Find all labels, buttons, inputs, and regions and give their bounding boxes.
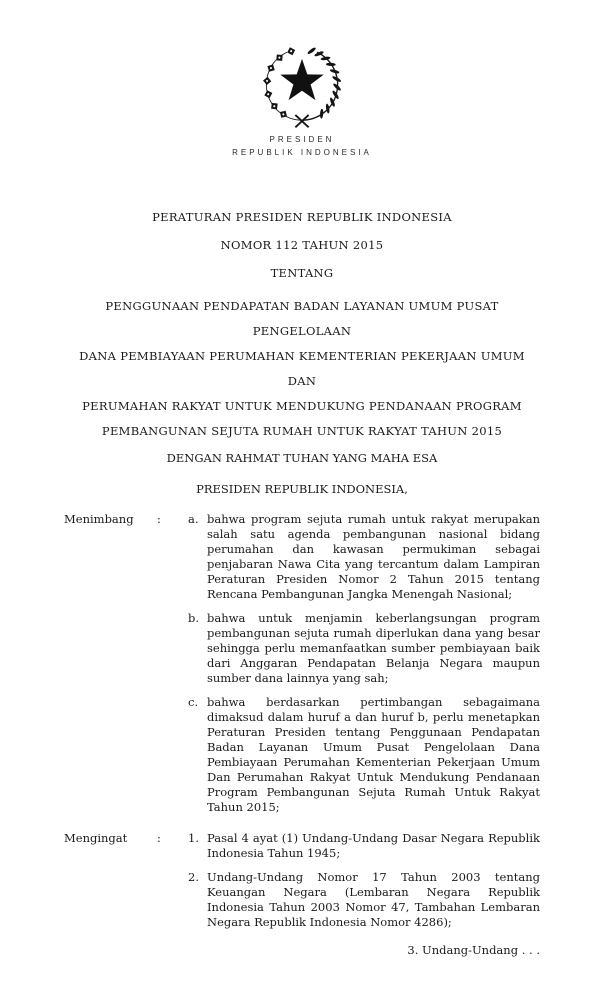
subject-block [64,294,540,444]
title-line-regulation: PERATURAN PRESIDEN REPUBLIK INDONESIA [152,210,452,224]
menimbang-items [188,512,540,815]
subject-line: PENGGUNAAN PENDAPATAN BADAN LAYANAN UMUM PUSAT PENGELOLAAN [105,299,499,338]
presidential-seal-icon [254,38,350,133]
item-marker: a. [188,512,199,526]
title-line-tentang: TENTANG [270,266,334,280]
mengingat-item-2 [188,870,540,930]
subject-line: PERUMAHAN RAKYAT UNTUK MENDUKUNG PENDANAAN PROGRAM [82,399,522,413]
item-text: bahwa untuk menjamin keberlangsungan program pembangunan sejuta rumah diperlukan dana yang besar sehingga perlu memanfaatkan sumber pembiayaan baik dari Anggaran Pendapatan Belanja Negara maupun sumber dana lainnya yang sah; [207,611,540,685]
item-marker: c. [188,695,199,709]
invocation-line: DENGAN RAHMAT TUHAN YANG MAHA ESA [166,451,438,465]
menimbang-colon: : [157,512,161,526]
mengingat-item-1 [188,831,540,861]
menimbang-item-a [188,512,540,602]
mengingat-label: Mengingat [64,831,128,845]
mengingat-colon: : [157,831,161,845]
letterhead [64,38,540,159]
title-line-number: NOMOR 112 TAHUN 2015 [220,238,384,252]
item-text: bahwa berdasarkan pertimbangan sebagaimana dimaksud dalam huruf a dan huruf b, perlu menetapkan Peraturan Presiden tentang Penggunaan Pendapatan Badan Layanan Umum Pusat Pengelolaan Dana Pembiayaan Perumahan Kementerian Pekerjaan Umum Dan Perumahan Rakyat Untuk Mendukung Pendanaan Program Pembangunan Sejuta Rumah Untuk Rakyat Tahun 2015; [207,695,540,814]
subject-line: PEMBANGUNAN SEJUTA RUMAH UNTUK RAKYAT TAHUN 2015 [101,424,503,438]
enacting-authority-line: PRESIDEN REPUBLIK INDONESIA, [196,482,408,496]
subject-line: DANA PEMBIAYAAN PERUMAHAN KEMENTERIAN PEKERJAAN UMUM DAN [79,349,525,388]
letterhead-line-presiden: PRESIDEN [269,135,335,144]
menimbang-item-c [188,695,540,815]
catchword: 3. Undang-Undang . . . [407,943,540,957]
item-text: bahwa program sejuta rumah untuk rakyat merupakan salah satu agenda pembangunan nasional bidang perumahan dan kawasan permukiman sebagai penjabaran Nawa Cita yang tercantum dalam Lampiran Peraturan Presiden Nomor 2 Tahun 2015 tentang Rencana Pembangunan Jangka Menengah Nasional; [207,512,540,601]
menimbang-label: Menimbang [64,512,134,526]
item-marker: 2. [188,870,199,884]
menimbang-item-b [188,611,540,686]
mengingat-items [188,831,540,930]
item-text: Undang-Undang Nomor 17 Tahun 2003 tentang Keuangan Negara (Lembaran Negara Republik Indonesia Tahun 2003 Nomor 47, Tambahan Lembaran Negara Republik Indonesia Nomor 4286); [207,870,540,929]
item-marker: b. [188,611,200,625]
document-title [64,210,540,280]
letterhead-line-republik-indonesia: REPUBLIK INDONESIA [232,148,372,157]
item-marker: 1. [188,831,199,845]
mengingat-section [64,831,540,930]
menimbang-section [64,512,540,815]
item-text: Pasal 4 ayat (1) Undang-Undang Dasar Negara Republik Indonesia Tahun 1945; [207,831,540,860]
